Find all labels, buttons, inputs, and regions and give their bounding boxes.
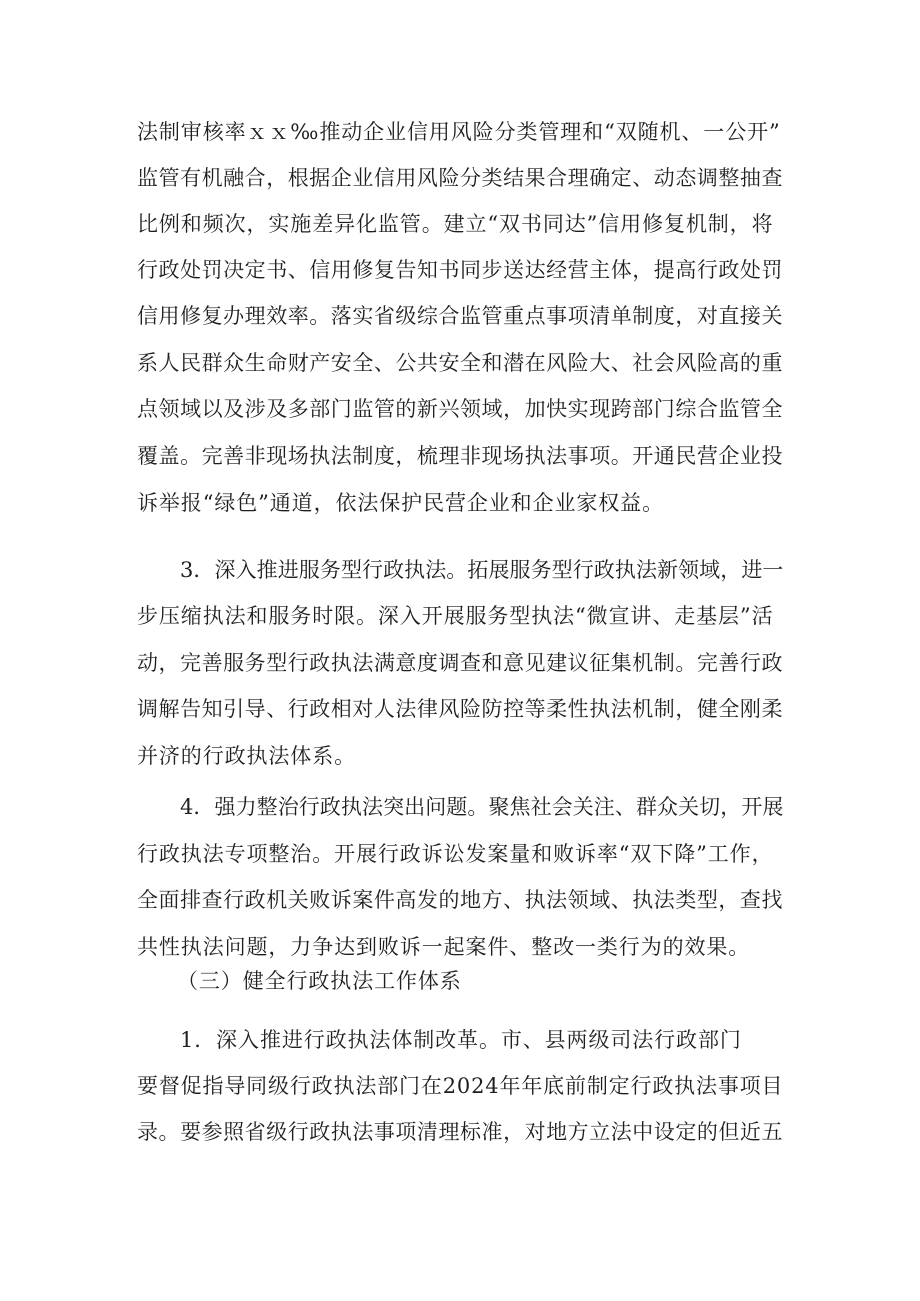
text-line: 覆盖。完善非现场执法制度，梳理非现场执法事项。开通民营企业投 <box>137 444 783 468</box>
text-line: 步压缩执法和服务时限。深入开展服务型执法“微宣讲、走基层”活 <box>137 604 774 628</box>
section-heading: （三）健全行政执法工作体系 <box>177 969 462 993</box>
text-line: 系人民群众生命财产安全、公共安全和潜在风险大、社会风险高的重 <box>137 351 783 375</box>
text-line: 法制审核率ｘｘ‰推动企业信用风险分类管理和“双随机、一公开” <box>137 120 781 144</box>
text-line: 诉举报“绿色”通道，依法保护民营企业和企业家权益。 <box>137 491 664 515</box>
text-line: 行政处罚决定书、信用修复告知书同步送达经营主体，提高行政处罚 <box>137 258 783 282</box>
text-line: 全面排查行政机关败诉案件高发的地方、执法领域、执法类型，查找 <box>137 888 783 912</box>
text-line: 行政执法专项整治。开展行政诉讼发案量和败诉率“双下降”工作， <box>137 842 774 866</box>
text-line: 录。要参照省级行政执法事项清理标准，对地方立法中设定的但近五 <box>137 1120 783 1144</box>
text-line: 监管有机融合，根据企业信用风险分类结果合理确定、动态调整抽查 <box>137 166 783 190</box>
text-line: 动，完善服务型行政执法满意度调查和意见建议征集机制。完善行政 <box>137 651 783 675</box>
text-line: 比例和频次，实施差异化监管。建立“双书同达”信用修复机制，将 <box>137 212 774 236</box>
text-line: 调解告知引导、行政相对人法律风险防控等柔性执法机制，健全刚柔 <box>137 697 783 721</box>
text-line: 信用修复办理效率。落实省级综合监管重点事项清单制度，对直接关 <box>137 304 783 328</box>
paragraph-3-first-line: 3．深入推进服务型行政执法。拓展服务型行政执法新领域，进一 <box>180 558 784 582</box>
text-line: 并济的行政执法体系。 <box>137 744 356 768</box>
paragraph-4-first-line: 4．强力整治行政执法突出问题。聚焦社会关注、群众关切，开展 <box>180 795 784 819</box>
text-line: 共性执法问题，力争达到败诉一起案件、整改一类行为的效果。 <box>137 935 751 959</box>
text-line: 点领域以及涉及多部门监管的新兴领域，加快实现跨部门综合监管全 <box>137 397 783 421</box>
text-line: 要督促指导同级行政执法部门在2024年年底前制定行政执法事项目 <box>137 1074 784 1098</box>
paragraph-5-first-line: 1．深入推进行政执法体制改革。市、县两级司法行政部门 <box>180 1028 742 1052</box>
